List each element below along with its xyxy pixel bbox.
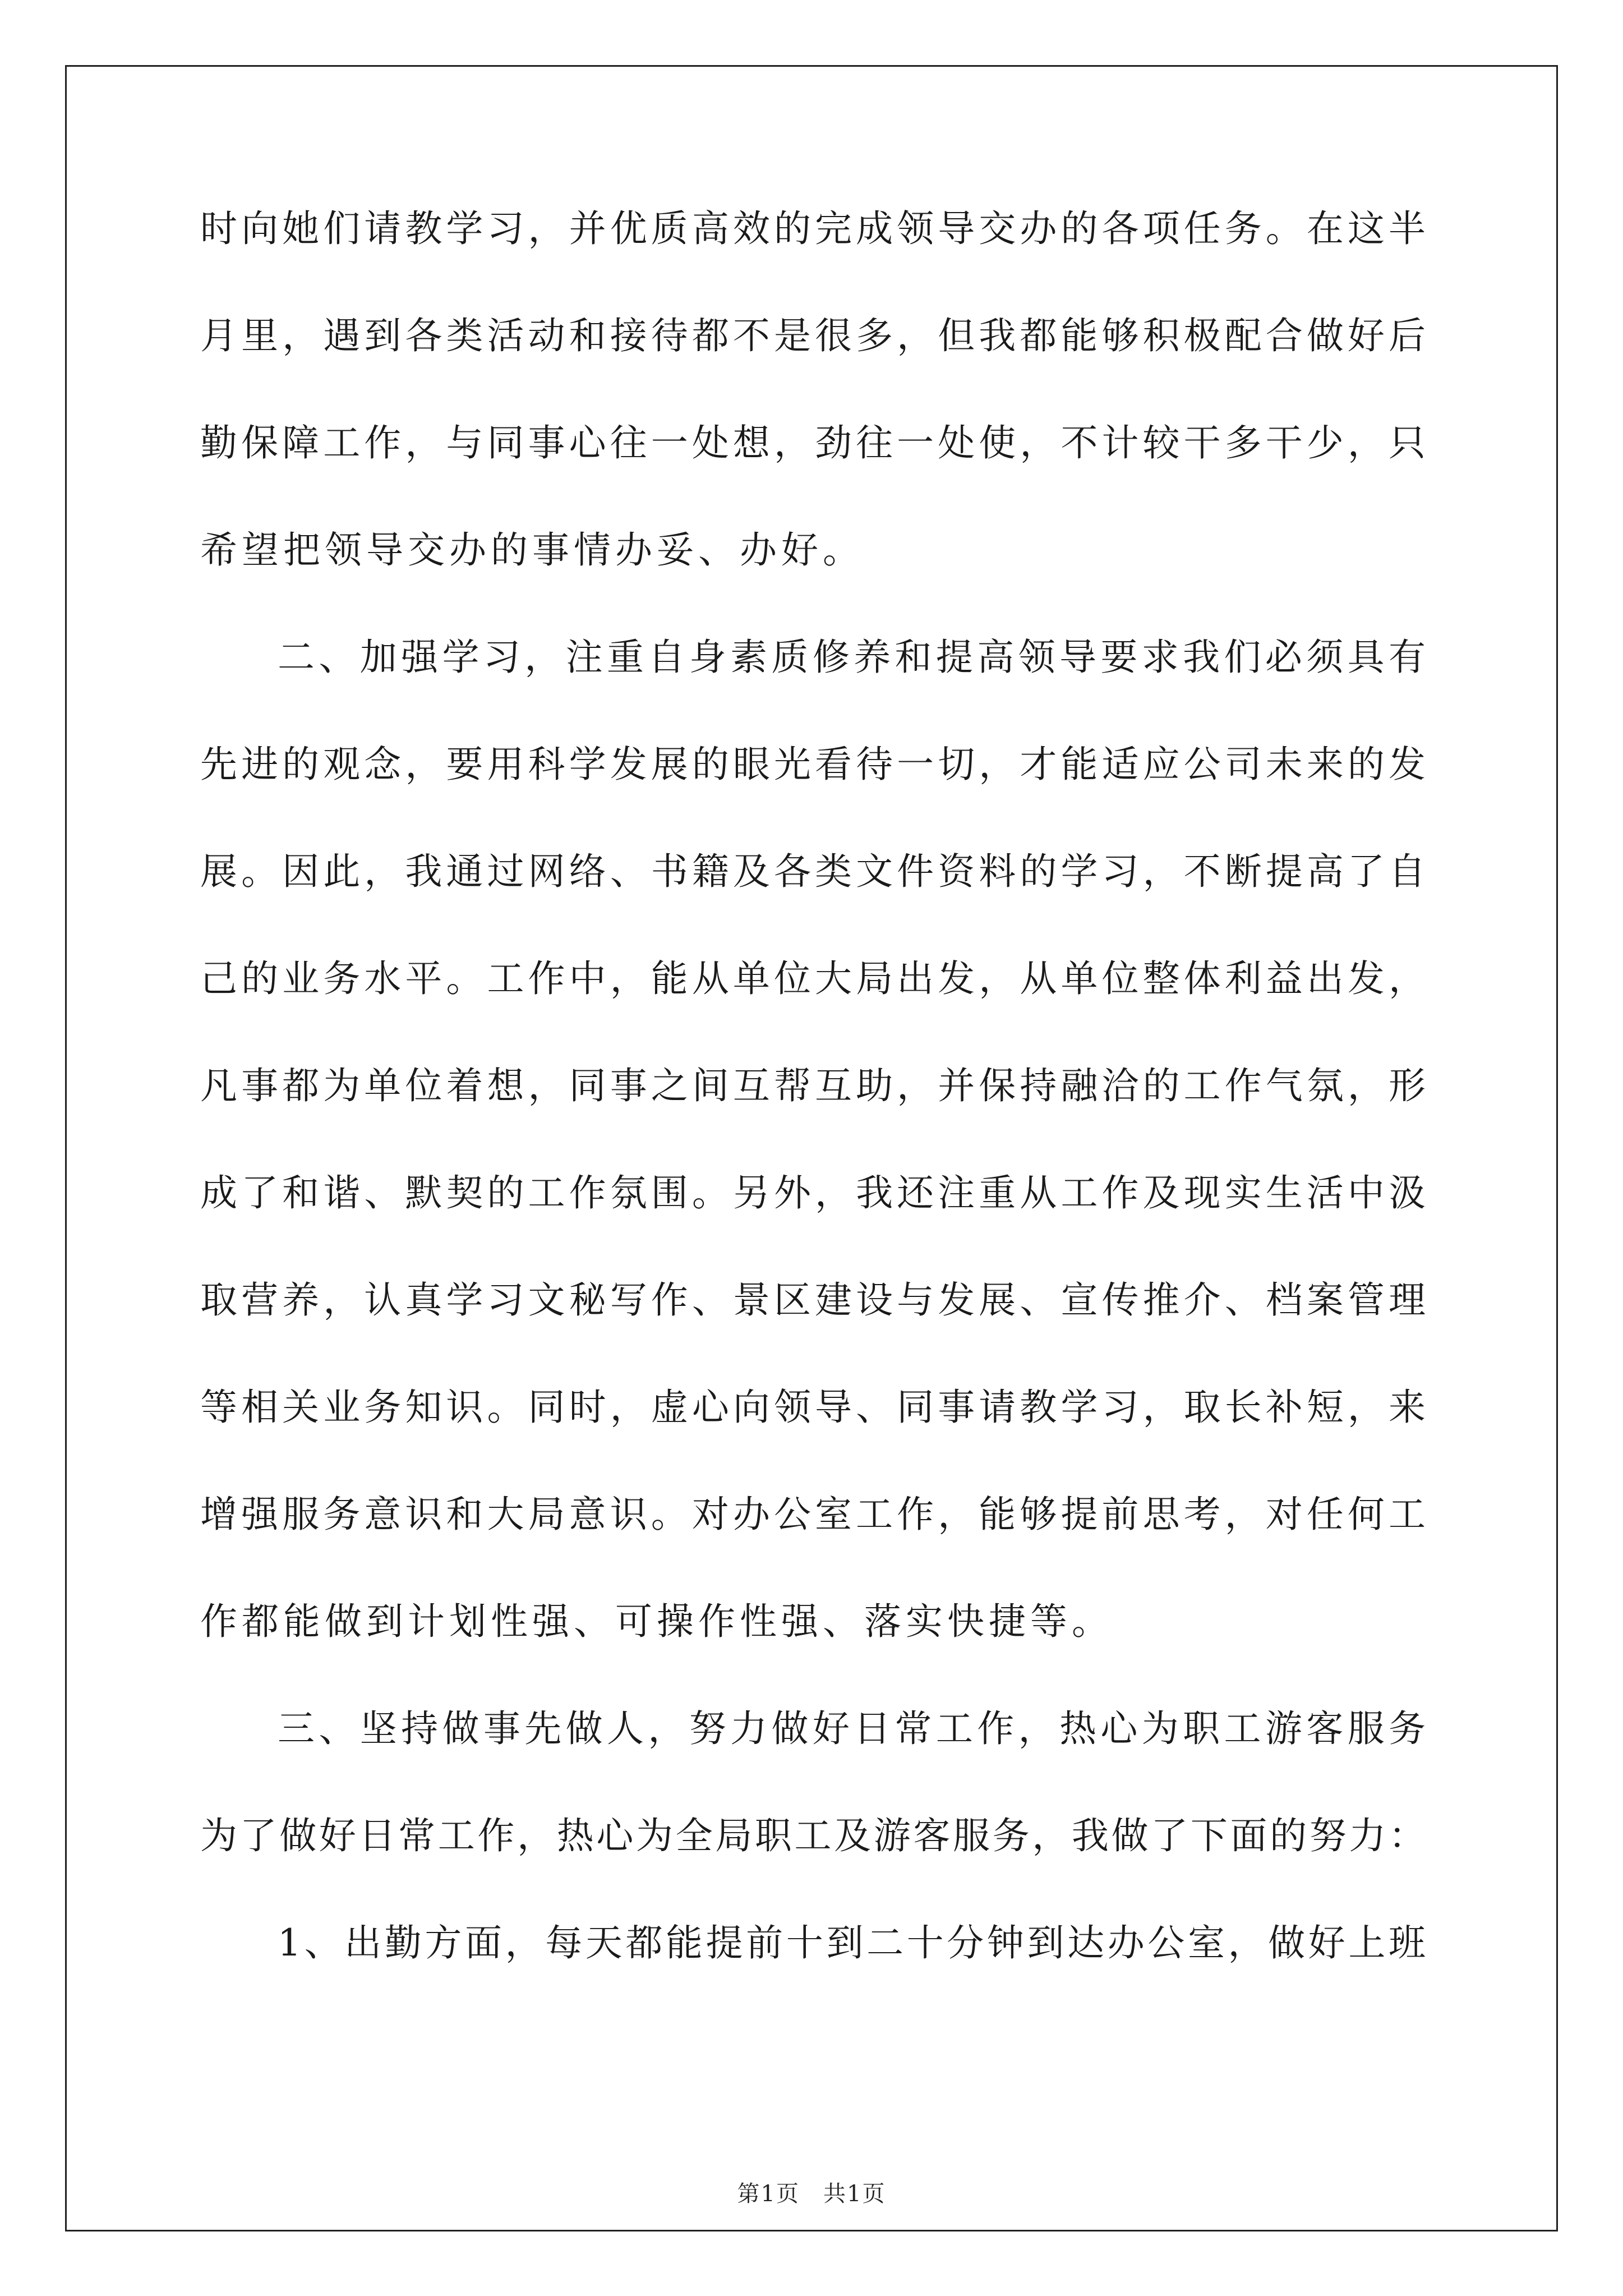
text-line: 己的业务水平。工作中，能从单位大局出发，从单位整体利益出发， [200,957,1426,1000]
list-item-line: 1、出勤方面，每天都能提前十到二十分钟到达办公室，做好上班 [278,1921,1426,1964]
text-line: 展。因此，我通过网络、书籍及各类文件资料的学习，不断提高了自 [200,850,1426,893]
text-line: 为了做好日常工作，热心为全局职工及游客服务，我做了下面的努力： [200,1814,1426,1857]
text-line: 作都能做到计划性强、可操作性强、落实快捷等。 [200,1600,1113,1643]
text-line: 时向她们请教学习，并优质高效的完成领导交办的各项任务。在这半 [200,207,1426,250]
page-footer: 第1页 共1页 [737,2181,886,2207]
text-line: 先进的观念，要用科学发展的眼光看待一切，才能适应公司未来的发 [200,743,1426,786]
text-line: 月里，遇到各类活动和接待都不是很多，但我都能够积极配合做好后 [200,314,1426,357]
text-line: 勤保障工作，与同事心往一处想，劲往一处使，不计较干多干少，只 [200,421,1426,464]
text-line: 凡事都为单位着想，同事之间互帮互助，并保持融洽的工作气氛，形 [200,1064,1426,1107]
text-line: 等相关业务知识。同时，虚心向领导、同事请教学习，取长补短，来 [200,1386,1426,1429]
text-line: 增强服务意识和大局意识。对办公室工作，能够提前思考，对任何工 [200,1493,1426,1536]
document-body [200,202,1426,2023]
section-heading-line: 二、加强学习，注重自身素质修养和提高领导要求我们必须具有 [278,636,1426,679]
text-line: 希望把领导交办的事情办妥、办好。 [200,528,864,572]
section-heading-line: 三、坚持做事先做人，努力做好日常工作，热心为职工游客服务 [278,1707,1426,1750]
text-line: 取营养，认真学习文秘写作、景区建设与发展、宣传推介、档案管理 [200,1278,1426,1322]
text-line: 成了和谐、默契的工作氛围。另外，我还注重从工作及现实生活中汲 [200,1171,1426,1214]
